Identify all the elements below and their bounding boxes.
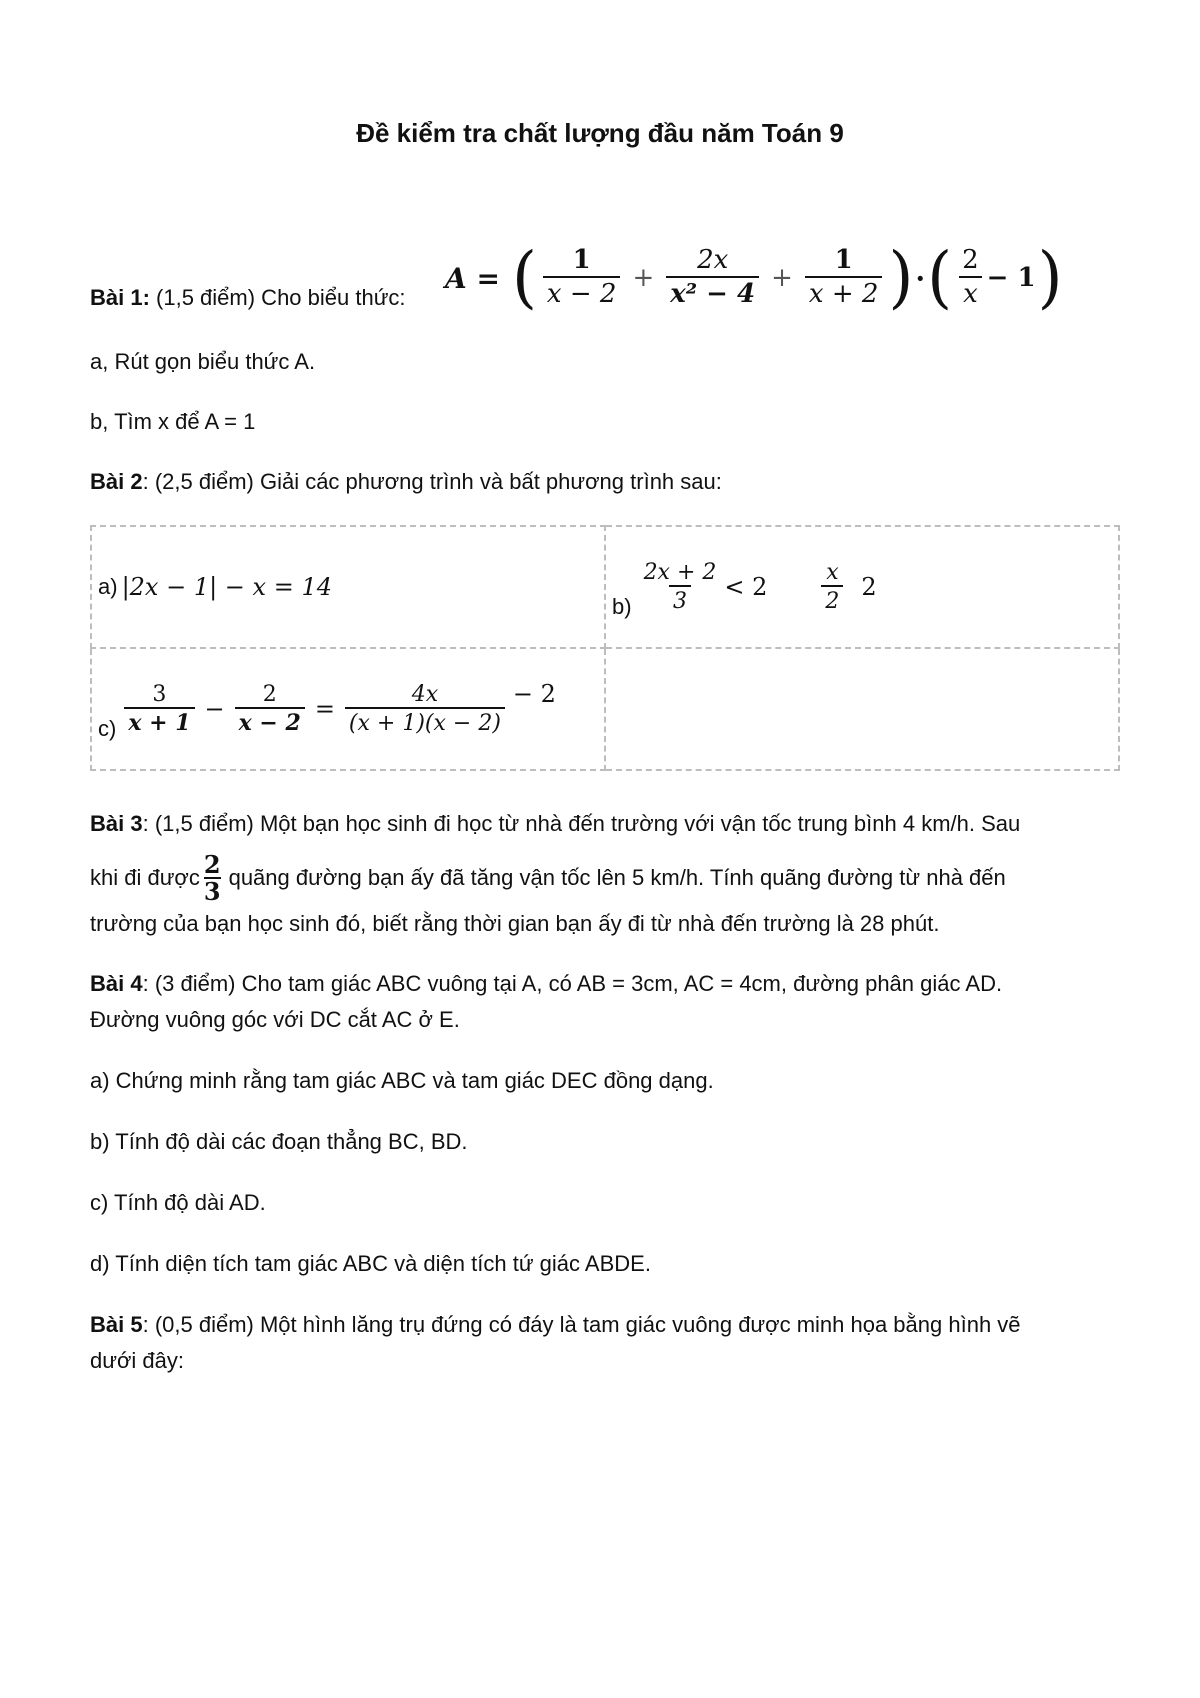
bai2-c-rhs: − 2: [512, 680, 556, 708]
bai1-part-a: a, Rút gọn biểu thức A.: [90, 349, 316, 374]
bai2-b-label: b): [612, 594, 632, 619]
bai3-line2: khi đi được 2 3 quãng đường bạn ấy đã tăng vận tốc lên 5 km/h. Tính quãng đường từ nhà đến: [90, 849, 1006, 906]
bai4-part-a: a) Chứng minh rằng tam giác ABC và tam giác DEC đồng dạng.: [90, 1068, 714, 1093]
minus-one: − 1: [986, 263, 1036, 293]
dot-sign: ·: [915, 261, 926, 295]
bai2-cell-c: [91, 648, 605, 770]
bai2-text: : (2,5 điểm) Giải các phương trình và bất phương trình sau:: [142, 469, 722, 494]
fraction-4: $\frac{2}{x}$: [958, 246, 983, 310]
bai2-b-rhs: 2: [861, 573, 877, 601]
bai2-a-equation: |2x − 1| − x = 14: [121, 573, 332, 601]
paren-open-icon: (: [511, 239, 537, 317]
two-thirds-fraction: 2 3: [203, 849, 221, 906]
bai2-c-minus: −: [204, 695, 225, 723]
paren-close-icon: ): [888, 239, 914, 317]
bai2-heading: [90, 464, 1120, 500]
bai3-label: Bài 3: [90, 811, 143, 836]
paren-open-2-icon: (: [927, 239, 953, 317]
bai2-b-fraction-2: $\frac{x}{2}$: [821, 560, 843, 615]
bai2-table: [90, 525, 1120, 771]
plus-sign-2: +: [771, 263, 793, 293]
bai5-label: Bài 5: [90, 1312, 143, 1337]
bai4-label: Bài 4: [90, 971, 143, 996]
bai2-a-label: a): [98, 574, 118, 599]
plus-sign: +: [632, 263, 655, 293]
paren-close-2-icon: ): [1037, 239, 1063, 317]
fraction-2: $\frac{2x}{\text{x² − 4}}$: [666, 246, 759, 310]
bai1-text: (1,5 điểm) Cho biểu thức:: [149, 285, 406, 310]
bai4-part-c: c) Tính độ dài AD.: [90, 1190, 266, 1215]
bai5-line1: Bài 5: (0,5 điểm) Một hình lăng trụ đứng có đáy là tam giác vuông được minh họa bằng hình vẽ: [90, 1312, 1021, 1337]
bai1-formula: [445, 238, 1065, 318]
bai2-b-fraction-1: $\frac{2x + 2}{3}$: [643, 559, 717, 614]
bai2-b-relation: < 2: [724, 573, 768, 601]
bai4-part-d: d) Tính diện tích tam giác ABC và diện tích tứ giác ABDE.: [90, 1251, 651, 1276]
bai2-cell-a: [91, 526, 605, 648]
page-title: Đề kiểm tra chất lượng đầu năm Toán 9: [356, 118, 844, 148]
bai5-line2: dưới đây:: [90, 1348, 184, 1373]
bai2-cell-b: [605, 526, 1119, 648]
bai1-label: Bài 1:: [90, 285, 150, 310]
bai2-c-label: c): [98, 716, 117, 741]
formula-lhs: A =: [445, 261, 500, 295]
bai4-line1: Bài 4: (3 điểm) Cho tam giác ABC vuông tại A, có AB = 3cm, AC = 4cm, đường phân giác AD.: [90, 971, 1003, 996]
fraction-3: $\frac{1}{x + 2}$: [805, 246, 883, 310]
bai2-c-equals: =: [314, 695, 335, 723]
bai2-c-fraction-3: $\frac{4x}{(x + 1)(x - 2)}$: [345, 682, 505, 737]
bai2-label: Bài 2: [90, 469, 143, 494]
fraction-1: $\frac{1}{x - 2}$: [543, 246, 621, 310]
bai4-line2: Đường vuông góc với DC cắt AC ở E.: [90, 1007, 460, 1032]
bai2-c-fraction-2: $\frac{2}{x - 2}$: [235, 682, 305, 737]
bai2-c-fraction-1: $\frac{3}{x + 1}$: [124, 682, 194, 737]
bai3-line3: trường của bạn học sinh đó, biết rằng thời gian bạn ấy đi từ nhà đến trường là 28 phút.: [90, 911, 940, 936]
bai4-part-b: b) Tính độ dài các đoạn thẳng BC, BD.: [90, 1129, 468, 1154]
bai1-part-b: b, Tìm x để A = 1: [90, 409, 256, 434]
bai2-cell-empty: [605, 648, 1119, 770]
bai3-line1: Bài 3: (1,5 điểm) Một bạn học sinh đi học từ nhà đến trường với vận tốc trung bình 4 km/h. Sau: [90, 811, 1021, 836]
